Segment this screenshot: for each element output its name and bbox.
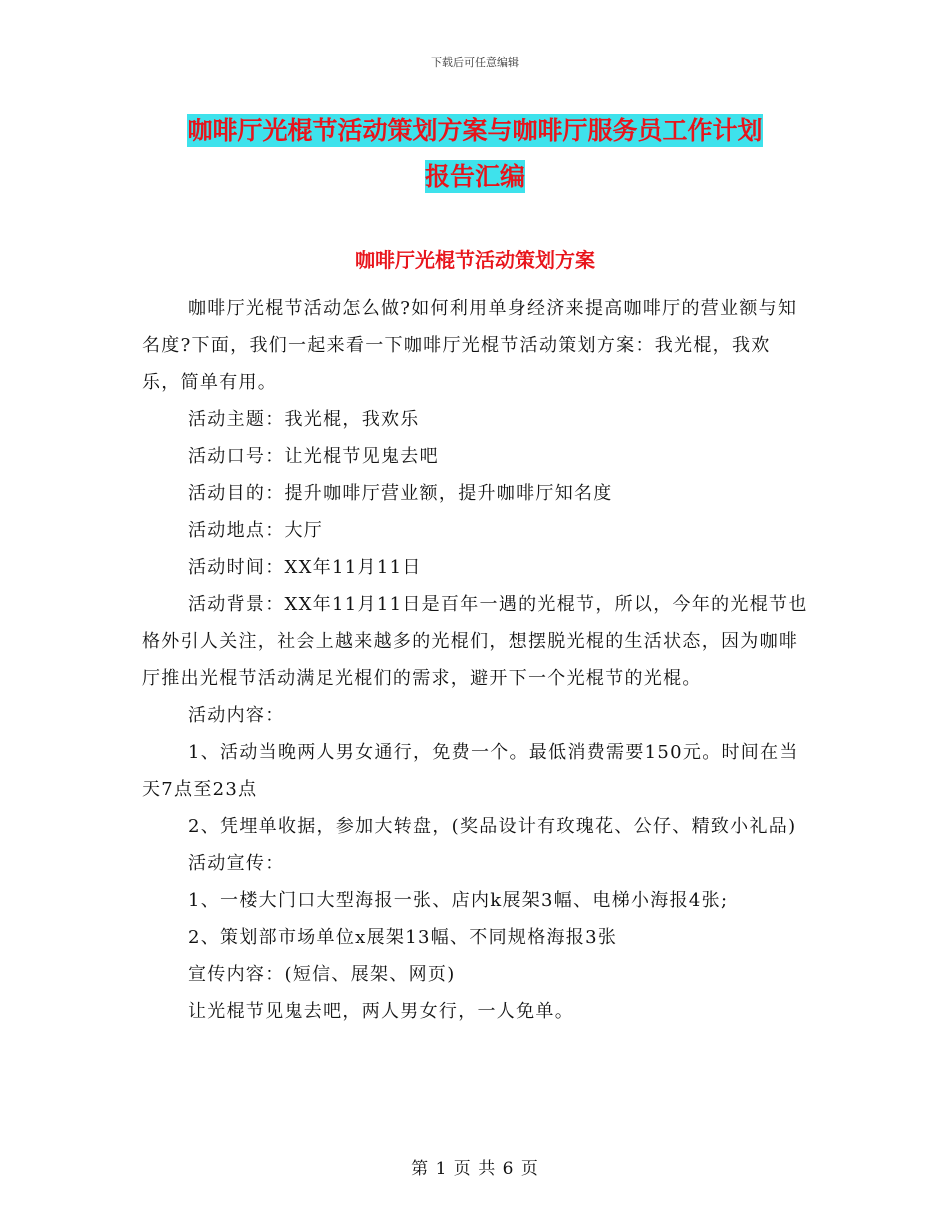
paragraph-promotion-content: 宣传内容：(短信、展架、网页) <box>188 964 456 985</box>
paragraph-promotion-item-1: 1、一楼大门口大型海报一张、店内k展架3幅、电梯小海报4张; <box>188 890 729 911</box>
paragraph-slogan: 活动口号：让光棍节见鬼去吧 <box>188 446 439 467</box>
title-line-2: 报告汇编 <box>424 162 525 191</box>
paragraph-time: 活动时间：XX年11月11日 <box>188 557 422 578</box>
paragraph-promotion-heading: 活动宣传： <box>188 853 285 874</box>
paragraph-content-item-1: 1、活动当晚两人男女通行，免费一个。最低消费需要150元。时间在当天7点至23点 <box>142 742 799 800</box>
paragraph-content-heading: 活动内容： <box>188 705 285 726</box>
paragraph-content-item-2: 2、凭埋单收据，参加大转盘，(奖品设计有玫瑰花、公仔、精致小礼品) <box>188 816 797 837</box>
page-footer: 第 1 页 共 6 页 <box>411 1159 539 1179</box>
title-line-1: 咖啡厅光棍节活动策划方案与咖啡厅服务员工作计划 <box>187 116 763 145</box>
document-title <box>140 108 810 200</box>
paragraph-promotion-item-2: 2、策划部市场单位x展架13幅、不同规格海报3张 <box>188 927 618 948</box>
header-note: 下载后可任意编辑 <box>431 56 519 69</box>
paragraph-theme: 活动主题：我光棍，我欢乐 <box>188 409 420 430</box>
body-text <box>142 290 808 1030</box>
paragraph-intro: 咖啡厅光棍节活动怎么做?如何利用单身经济来提高咖啡厅的营业额与知名度?下面，我们一起来看一下咖啡厅光棍节活动策划方案：我光棍，我欢乐，简单有用。 <box>142 298 798 393</box>
paragraph-location: 活动地点：大厅 <box>188 520 324 541</box>
paragraph-slogan-final: 让光棍节见鬼去吧，两人男女行，一人免单。 <box>188 1001 574 1022</box>
paragraph-background: 活动背景：XX年11月11日是百年一遇的光棍节，所以，今年的光棍节也格外引人关注，社会上越来越多的光棍们，想摆脱光棍的生活状态，因为咖啡厅推出光棍节活动满足光棍们的需求，避开下一个光棍节的光棍。 <box>142 594 808 689</box>
section-title: 咖啡厅光棍节活动策划方案 <box>355 248 595 272</box>
paragraph-purpose: 活动目的：提升咖啡厅营业额，提升咖啡厅知名度 <box>188 483 613 504</box>
